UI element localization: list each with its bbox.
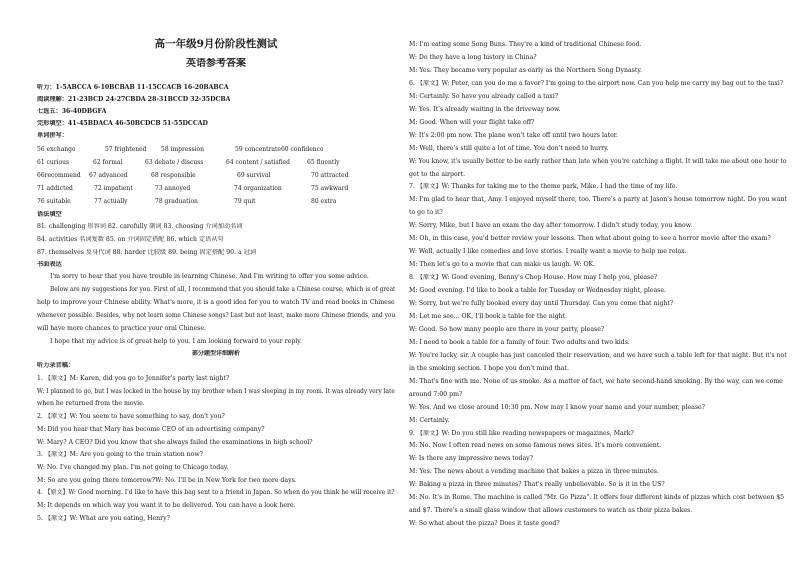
essay-paragraph-2-line: whenever possible. Besides, why not learn some Chinese songs? Last but not least, make more Chinese friends, and you — [37, 312, 396, 319]
writing-label: 书面表达 — [37, 261, 62, 268]
vocab-cell: 63 debate / discuss — [145, 159, 204, 166]
transcript-line: 1. 【原文】M: Karen, did you go to Jennifer's party last night? — [37, 375, 230, 382]
vocab-cell: 76 suitable — [37, 198, 71, 205]
transcript-line: W: No. I've changed my plan. I'm not going to Chicago today. — [37, 463, 229, 471]
vocab-cell: 67 advanced — [89, 172, 128, 179]
transcript-line: to go to it? — [409, 209, 443, 217]
transcript-line: W: Is there any impressive news today? — [409, 455, 533, 463]
transcript-line: 5. 【原文】W: What are you eating, Henry? — [37, 514, 170, 522]
transcript-line: M: Yes. They became very popular as early as the Northern Song Dynasty. — [409, 66, 642, 74]
transcript-line: M: I'm glad to hear that, Amy. I enjoyed myself there, too. There's a party at Jason's house tomorrow night. Do you want — [409, 196, 787, 204]
transcript-line: W: Sorry, Mike, but I have an exam the day after tomorrow. I didn't study today, you know. — [409, 222, 693, 230]
essay-paragraph-2-line: Below are my suggestions for you. First of all, I recommend that you should take a Chinese course, which is of great — [50, 286, 396, 293]
seven-choose-five-answers: 七选五：36-40DBGFA — [37, 108, 107, 115]
vocab-cell: 69 survival — [237, 172, 271, 179]
transcript-line: get to the airport. — [409, 170, 466, 178]
transcript-line: W: Well, actually I like comedies and love stories. I really want a movie to help me relax. — [409, 248, 687, 256]
transcript-line: M: Certainly. So have you already called a taxi? — [409, 92, 559, 100]
transcript-line: W: Mary? A CEO? Did you know that she always failed the examinations in high school? — [37, 438, 313, 446]
transcript-line: M: That's fine with me. None of us smoke. As a matter of fact, we hate second-hand smoking. By the way, can we come — [409, 377, 783, 385]
page-title: 高一年级9月份阶段性测试 — [154, 38, 278, 50]
vocab-cell: 57 frightened — [105, 146, 147, 153]
transcript-line: W: Sorry, but we're fully booked every day until Thursday. Can you come that night? — [409, 300, 674, 307]
transcript-line: M: Good. When will your flight take off? — [409, 118, 535, 126]
transcript-line: W: I planned to go, but I was locked in the house by my brother when I was sleeping in my room. It was already very late — [37, 387, 395, 395]
essay-paragraph-1: I'm sorry to hear that you have trouble in learning Chinese. And I'm writing to offer you some advice. — [50, 273, 369, 280]
vocab-cell: 75 awkward — [311, 185, 349, 192]
transcript-line: W: Baking a pizza in three minutes? That's really unbelievable. So is it in the US? — [409, 481, 665, 489]
transcript-line: M: I need to book a table for a family of four. Two adults and two kids. — [409, 338, 630, 346]
transcript-line: in the smoking section. I hope you don't mind that. — [409, 364, 569, 372]
transcript-line: W: It's 2:00 pm now. The plane won't take off until two hours later. — [409, 131, 619, 139]
vocab-cell: 77 actually — [94, 198, 128, 205]
transcript-line: M: Oh, in this case, you'd better review your lessons. Then what about going to see a horror movie after the exam? — [409, 235, 771, 243]
vocab-cell: 80 extra — [311, 198, 337, 205]
transcript-line: and $7. There's a small glass window that allows customers to watch as their pizza bakes. — [409, 507, 693, 515]
transcript-line: M: Good evening. I'd like to book a table for Tuesday or Wednesday night, please. — [409, 287, 666, 295]
vocab-row — [37, 159, 395, 167]
vocab-row — [37, 146, 395, 154]
transcript-line: M: Yes. The news about a vending machine that bakes a pizza in three minutes. — [409, 468, 659, 476]
word-spelling-label: 单词拼写： — [37, 132, 68, 139]
vocab-cell: 73 annoyed — [155, 185, 191, 192]
vocab-cell: 58 impression — [161, 146, 204, 153]
transcript-line: M: Did you hear that Mary has become CEO of an advertising company? — [37, 425, 265, 433]
vocab-row — [37, 198, 395, 206]
grammar-label: 语法填空 — [37, 211, 62, 218]
transcript-line: 4. 【原文】W: Good morning. I'd like to have this bag sent to a friend in Japan. So when do you think he will receive it? — [37, 489, 395, 497]
cloze-answers: 完形填空：41-45BDACA 46-50BCDCB 51-55DCCAD — [37, 120, 208, 127]
transcript-line: M: Well, there's still quite a lot of time. You don't need to hurry. — [409, 144, 609, 152]
transcript-line: 2. 【原文】W: You seem to have something to say, don't you? — [37, 413, 225, 421]
vocab-cell: 56 exchange — [37, 146, 76, 153]
vocab-cell: 79 quit — [234, 198, 256, 205]
transcript-line: W: So what about the pizza? Does it taste good? — [409, 520, 560, 528]
page-subtitle: 英语参考答案 — [186, 58, 246, 69]
transcript-line: M: So are you going there tomorrow?W: No. I'll be in New York for two more days. — [37, 476, 297, 484]
vocab-cell: 61 curious — [37, 159, 70, 166]
vocab-cell: 68 responsible — [151, 172, 196, 179]
grammar-answer-row: 84. activities 名词复数 85. on 介词固定搭配 86. which 定语从句 — [37, 236, 224, 243]
transcript-line: W: Good. So how many people are there in your party, please? — [409, 325, 605, 333]
listening-answers: 听力：1-5ABCCA 6-10BCBAB 11-15CCACB 16-20BABCA — [37, 84, 229, 91]
transcript-line: M: Let me see... OK, I'll book a table for the night. — [409, 312, 568, 320]
transcript-line: W: You're lucky, sir. A couple has just canceled their reservation, and we have such a table left for that night. But it's not — [409, 351, 787, 359]
vocab-cell: 74 organization — [234, 185, 282, 192]
transcript-line: W: Yes. It's already waiting in the driveway now. — [409, 105, 561, 113]
transcript-line: M: Certainly. — [409, 416, 450, 424]
essay-paragraph-3: I hope that my advice is of great help to you. I am looking forward to your reply. — [50, 338, 302, 345]
transcript-line: M: I'm eating some Song Buns. They're a kind of traditional Chinese food. — [409, 41, 642, 48]
vocab-cell: 59 concentrate60 confidence — [235, 146, 324, 153]
vocab-row — [37, 172, 395, 180]
transcript-line: M: No. Now I often read news on some famous news sites. It's more convenient. — [409, 442, 662, 450]
grammar-answer-row: 87. themselves 反身代词 88. harder 比较级 89. being 固定搭配 90. a 冠词 — [37, 249, 257, 256]
reading-answers: 阅读理解：21-23BCD 24-27CBDA 28-31BCCD 32-35DCBA — [37, 96, 231, 103]
detailed-analysis-heading: 部分题型详细解析 — [191, 350, 240, 357]
transcript-line: M: No. It's in Rome. The machine is called "Mr. Go Pizza". It offers four different kinds of pizzas which cost between $5 — [409, 494, 785, 502]
transcript-line: 8. 【原文】W: Good evening, Benny's Chop House. How may I help you, please? — [409, 274, 658, 282]
transcript-line: around 7:00 pm? — [409, 390, 463, 398]
vocab-cell: 66recommend — [37, 172, 81, 179]
transcript-line: W: Yes. And we close around 10:30 pm. Now may I know your name and your number, please? — [409, 403, 705, 411]
transcript-line: W: You know, it's usually better to be early rather than late when you're catching a flight. It will take me about one hour to — [409, 157, 787, 165]
transcript-line: M: Then let's go to a movie that can make us laugh. W: OK. — [409, 261, 596, 269]
transcript-line: 9. 【原文】W: Do you still like reading newspapers or magazines, Mark? — [409, 429, 634, 437]
listening-transcript-label: 听力录音稿： — [37, 362, 75, 369]
essay-paragraph-2-line: will have more chances to practice your oral Chinese. — [37, 325, 206, 332]
transcript-line: W: Do they have a long history in China? — [409, 53, 537, 61]
transcript-line: when he returned from the movie. — [37, 400, 145, 408]
vocab-cell: 70 attracted — [311, 172, 349, 179]
transcript-line: 7. 【原文】W: Thanks for taking me to the theme park, Mike. I had the time of my life. — [409, 183, 678, 191]
vocab-row — [37, 185, 395, 193]
essay-paragraph-2-line: help to improve your Chinese ability. What's more, it is a good idea for you to watch TV and read books in Chinese — [37, 299, 395, 306]
transcript-line: M: It depends on which way you want it to be delivered. You can have a look here. — [37, 502, 296, 509]
vocab-cell: 64 content / satisfied — [226, 159, 290, 166]
transcript-line: 3. 【原文】M: Are you going to the train station now? — [37, 451, 203, 459]
vocab-cell: 72 impatient — [94, 185, 133, 192]
vocab-cell: 78 graduation — [155, 198, 198, 205]
vocab-cell: 65 fluently — [307, 159, 340, 166]
grammar-answer-row: 81. challenging 形容词 82. carefully 副词 83. choosing 介词加动名词 — [37, 223, 243, 230]
transcript-line: 6. 【原文】W: Peter, can you do me a favor? I'm going to the airport now. Can you help me carry my bag out to the taxi? — [409, 79, 784, 87]
vocab-cell: 62 formal — [93, 159, 123, 166]
vocab-cell: 71 addicted — [37, 185, 73, 192]
